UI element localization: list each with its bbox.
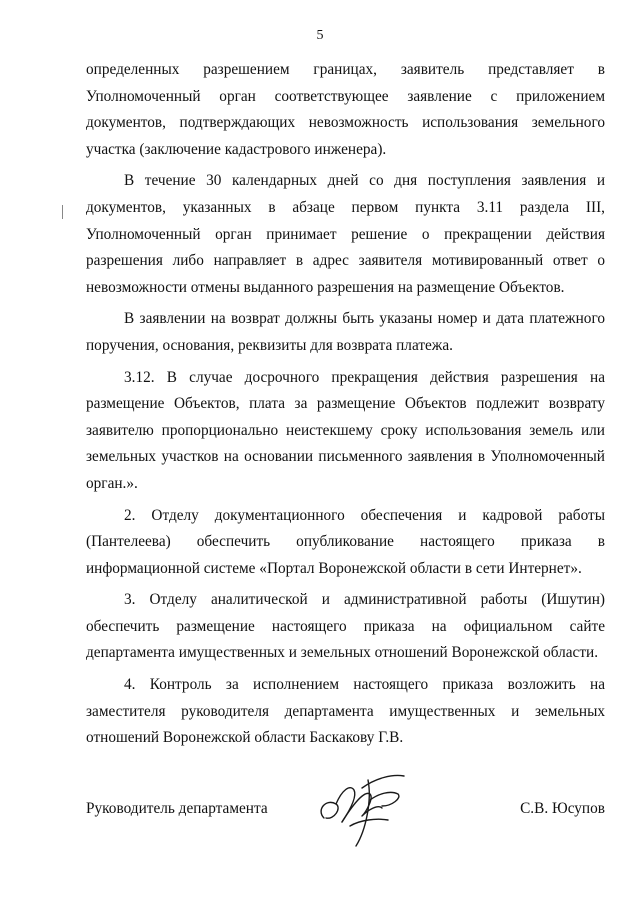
signature-block — [86, 760, 605, 850]
paragraph-3-12: 3.12. В случае досрочного прекращения действия разрешения на размещение Объектов, плата за размещение Объектов подлежит возврату заявителю пропорционально неистекшему сроку использования земель или земельных участков на основании письменного заявления в Уполномоченный орган.». — [86, 368, 605, 492]
paragraph-item-2: 2. Отделу документационного обеспечения и кадровой работы (Пантелеева) обеспечить опубликование настоящего приказа в информационной системе «Портал Воронежской области в сети Интернет». — [86, 506, 605, 577]
paragraph-refund-application: В заявлении на возврат должны быть указаны номер и дата платежного поручения, основания, реквизиты для возврата платежа. — [86, 310, 605, 354]
paragraph-30-days: В течение 30 календарных дней со дня поступления заявления и документов, указанных в абзаце первом пункта 3.11 раздела III, Уполномоченный орган принимает решение о прекращении действия разрешения либо направляет в адрес заявителя мотивированный ответ о невозможности отмены выданного разрешения на размещение Объектов. — [86, 172, 605, 296]
handwritten-signature — [306, 760, 416, 850]
signatory-title: Руководитель департамента — [86, 800, 268, 817]
document-body — [86, 57, 605, 757]
paragraph-item-3: 3. Отделу аналитической и административной работы (Ишутин) обеспечить размещение настоящего приказа на официальном сайте департамента имущественных и земельных отношений Воронежской области. — [86, 591, 605, 662]
page-number: 5 — [316, 28, 324, 43]
paragraph-item-4: 4. Контроль за исполнением настоящего приказа возложить на заместителя руководителя департамента имущественных и земельных отношений Воронежской области Баскакову Г.В. — [86, 676, 605, 747]
paragraph-continuation: определенных разрешением границах, заявитель представляет в Уполномоченный орган соответствующее заявление с приложением документов, подтверждающих невозможность использования земельного участка (заключение кадастрового инженера). — [86, 61, 605, 158]
margin-mark — [62, 205, 63, 219]
signatory-name: С.В. Юсупов — [520, 800, 605, 817]
